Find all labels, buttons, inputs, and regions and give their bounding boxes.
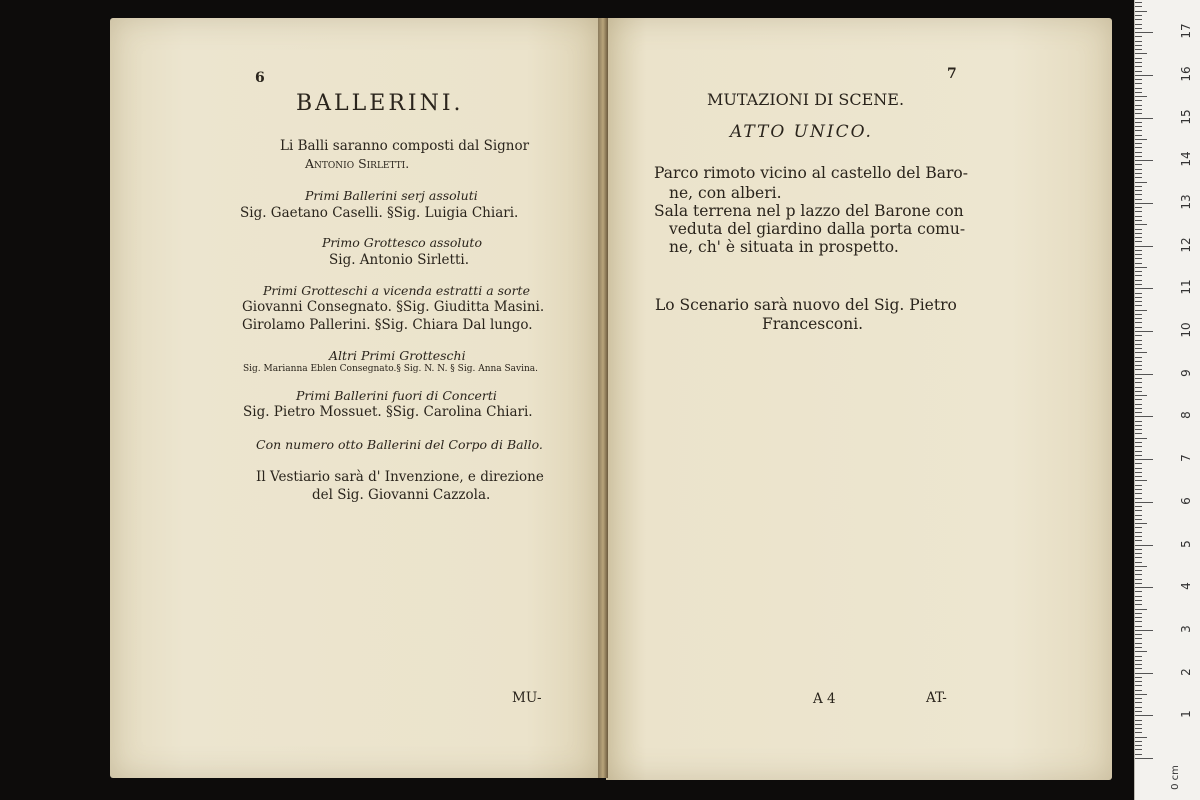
ruler-tick [1135,463,1142,464]
ruler-tick [1135,246,1153,247]
ruler-tick [1135,164,1142,165]
ruler-tick [1135,519,1142,520]
ruler-tick [1135,365,1142,366]
ruler-tick [1135,331,1153,332]
ruler-tick [1135,293,1142,294]
ruler-tick [1135,344,1142,345]
ruler-tick [1135,6,1142,7]
ruler-tick [1135,737,1147,738]
ruler-tick [1135,19,1142,20]
scene-2-line-1: Sala terrena nel p lazzo del Barone con [654,202,964,220]
ruler-label: 6 [1179,496,1193,505]
ruler-tick [1135,190,1142,191]
ruler-tick [1135,75,1153,76]
ruler-tick [1135,280,1142,281]
ruler-label: 1 [1179,710,1193,719]
ruler-tick [1135,421,1142,422]
ruler-tick [1135,745,1142,746]
ruler-tick [1135,369,1142,370]
ruler-tick [1135,587,1153,588]
ruler-tick [1135,11,1147,12]
ruler-tick [1135,348,1142,349]
ruler-tick [1135,643,1142,644]
scenario-line-1: Lo Scenario sarà nuovo del Sig. Pietro [655,296,957,314]
ruler-tick [1135,609,1147,610]
right-page-number: 7 [947,66,957,82]
ruler-tick [1135,301,1142,302]
section-3-title: Primi Grotteschi a vicenda estratti a sorte [263,283,530,298]
ruler-tick [1135,96,1147,97]
ruler-tick [1135,88,1142,89]
ruler-tick [1135,438,1147,439]
ruler-tick [1135,711,1142,712]
section-1-line: Sig. Gaetano Caselli. §Sig. Luigia Chiari. [240,205,519,221]
ruler-label: 16 [1179,66,1193,82]
ruler-tick [1135,45,1142,46]
ruler-tick [1135,545,1153,546]
ruler-label: 9 [1179,368,1193,377]
ruler-tick [1135,71,1142,72]
ruler-tick [1135,83,1142,84]
ruler-tick [1135,549,1142,550]
ruler-tick [1135,446,1142,447]
ruler-tick [1135,109,1142,110]
right-heading: MUTAZIONI DI SCENE. [707,90,905,109]
ruler-tick [1135,617,1142,618]
ruler-tick [1135,207,1142,208]
ruler-tick [1135,570,1142,571]
ruler-tick [1135,690,1142,691]
measurement-ruler [1134,0,1200,800]
ruler-tick [1135,540,1142,541]
ruler-tick [1135,79,1142,80]
ruler-tick [1135,468,1142,469]
ruler-tick [1135,2,1142,3]
ruler-tick [1135,53,1147,54]
ruler-tick [1135,258,1142,259]
ruler-label: 3 [1179,625,1193,633]
vestiario-line-2: del Sig. Giovanni Cazzola. [312,487,491,503]
ruler-tick [1135,536,1142,537]
ruler-tick [1135,182,1147,183]
ruler-tick [1135,135,1142,136]
ruler-tick [1135,105,1142,106]
ruler-tick [1135,660,1142,661]
ruler-tick [1135,122,1142,123]
ruler-tick [1135,673,1153,674]
ruler-tick [1135,36,1142,37]
left-heading: BALLERINI. [296,91,464,116]
ruler-tick [1135,412,1142,413]
ruler-tick [1135,455,1142,456]
ruler-tick [1135,685,1142,686]
ruler-tick [1135,425,1142,426]
section-3-line-1: Giovanni Consegnato. §Sig. Giuditta Masini. [242,299,545,315]
ruler-tick [1135,626,1142,627]
ruler-label: 10 [1179,322,1193,338]
ruler-tick [1135,229,1142,230]
ruler-tick [1135,233,1142,234]
ruler-tick [1135,741,1142,742]
left-catchword: MU- [512,690,542,706]
ruler-tick [1135,451,1142,452]
ruler-tick [1135,724,1142,725]
ruler-tick [1135,241,1142,242]
signature-mark: A 4 [813,691,836,707]
ruler-tick [1135,557,1142,558]
section-5-title: Primi Ballerini fuori di Concerti [296,388,497,403]
ruler-tick [1135,126,1142,127]
section-3-line-2: Girolamo Pallerini. §Sig. Chiara Dal lungo. [242,317,533,333]
scene-2-line-3: ne, ch' è situata in prospetto. [669,238,899,256]
ruler-tick [1135,532,1142,533]
ruler-tick [1135,694,1147,695]
section-5-line: Sig. Pietro Mossuet. §Sig. Carolina Chiari. [243,404,533,420]
ruler-tick [1135,147,1142,148]
ruler-tick [1135,275,1142,276]
ruler-tick [1135,327,1142,328]
ruler-tick [1135,263,1142,264]
ruler-tick [1135,220,1142,221]
ruler-tick [1135,416,1153,417]
ruler-tick [1135,523,1147,524]
ruler-tick [1135,562,1142,563]
ruler-tick [1135,596,1142,597]
ruler-tick [1135,707,1142,708]
ruler-tick [1135,583,1142,584]
ruler-tick [1135,472,1142,473]
ruler-tick [1135,480,1147,481]
ruler-tick [1135,754,1142,755]
ruler-tick [1135,634,1142,635]
ruler-tick [1135,250,1142,251]
book-gutter [598,18,608,778]
ruler-tick [1135,749,1142,750]
ruler-label: 5 [1179,539,1193,548]
ruler-tick [1135,621,1142,622]
scenario-line-2: Francesconi. [762,315,864,333]
right-catchword: AT- [926,690,947,706]
ruler-tick [1135,310,1147,311]
ruler-tick [1135,566,1147,567]
ruler-tick [1135,510,1142,511]
intro-line-2: Antonio Sirletti. [305,156,410,171]
ruler-tick [1135,638,1142,639]
scene-1-line-2: ne, con alberi. [669,184,782,202]
ruler-tick [1135,224,1147,225]
ruler-tick [1135,506,1142,507]
ruler-tick [1135,613,1142,614]
ruler-tick [1135,32,1153,33]
ruler-tick [1135,485,1142,486]
act-title: ATTO UNICO. [730,122,873,142]
ruler-tick [1135,668,1142,669]
ruler-tick [1135,591,1142,592]
ruler-tick [1135,378,1142,379]
ruler-tick [1135,728,1142,729]
ruler-tick [1135,677,1142,678]
ruler-label: 13 [1179,194,1193,210]
ruler-label: 17 [1179,23,1193,39]
ruler-tick [1135,173,1142,174]
scene-1-line-1: Parco rimoto vicino al castello del Baro- [654,164,968,182]
ruler-unit-label: 0 cm [1169,765,1181,790]
ruler-label: 2 [1179,667,1193,676]
ruler-tick [1135,604,1142,605]
ruler-tick [1135,404,1142,405]
ruler-tick [1135,489,1142,490]
ruler-tick [1135,41,1142,42]
ruler-tick [1135,357,1142,358]
ruler-tick [1135,113,1142,114]
ruler-tick [1135,515,1142,516]
section-4-title: Altri Primi Grotteschi [329,348,466,363]
ruler-tick [1135,335,1142,336]
ruler-tick [1135,720,1142,721]
ruler-tick [1135,574,1142,575]
ruler-tick [1135,28,1142,29]
section-2-line: Sig. Antonio Sirletti. [329,252,470,268]
ruler-tick [1135,156,1142,157]
ruler-tick [1135,288,1153,289]
ruler-tick [1135,476,1142,477]
ruler-tick [1135,284,1142,285]
ruler-tick [1135,399,1142,400]
ruler-tick [1135,527,1142,528]
ruler-tick [1135,314,1142,315]
ruler-tick [1135,433,1142,434]
ruler-tick [1135,15,1142,16]
ruler-tick [1135,169,1142,170]
ruler-tick [1135,186,1142,187]
ruler-tick [1135,395,1147,396]
ruler-tick [1135,732,1142,733]
ruler-tick [1135,152,1142,153]
left-page-number: 6 [255,70,265,86]
ruler-tick [1135,702,1142,703]
ruler-tick [1135,211,1142,212]
scene-2-line-2: veduta del giardino dalla porta comu- [669,220,966,238]
ruler-tick [1135,408,1142,409]
ruler-tick [1135,630,1153,631]
ruler-tick [1135,267,1147,268]
ruler-tick [1135,24,1142,25]
ruler-tick [1135,493,1142,494]
ruler-tick [1135,216,1142,217]
ruler-label: 15 [1179,108,1193,125]
ruler-tick [1135,715,1153,716]
ruler-tick [1135,160,1153,161]
ruler-tick [1135,553,1142,554]
ruler-tick [1135,92,1142,93]
ruler-tick [1135,681,1142,682]
ruler-tick [1135,305,1142,306]
ruler-tick [1135,177,1142,178]
section-2-title: Primo Grottesco assoluto [322,235,482,250]
ruler-tick [1135,698,1142,699]
ruler-label: 11 [1179,279,1193,295]
ruler-tick [1135,579,1142,580]
ruler-tick [1135,758,1153,759]
ruler-tick [1135,442,1142,443]
ruler-tick [1135,100,1142,101]
ruler-tick [1135,297,1142,298]
ruler-label: 7 [1179,454,1193,462]
ruler-tick [1135,361,1142,362]
ruler-tick [1135,340,1142,341]
ruler-tick [1135,62,1142,63]
ruler-tick [1135,58,1142,59]
ruler-label: 8 [1179,411,1193,420]
ruler-label: 4 [1179,582,1193,591]
ruler-tick [1135,459,1153,460]
ruler-tick [1135,49,1142,50]
ruler-tick [1135,237,1142,238]
ruler-tick [1135,318,1142,319]
ruler-tick [1135,322,1142,323]
vestiario-line-1: Il Vestiario sarà d' Invenzione, e direzione [256,469,544,485]
ruler-tick [1135,647,1142,648]
intro-line-1: Li Balli saranno composti dal Signor [280,138,530,154]
ruler-tick [1135,194,1142,195]
ruler-tick [1135,498,1142,499]
ruler-tick [1135,600,1142,601]
ruler-tick [1135,391,1142,392]
section-4-line: Sig. Marianna Eblen Consegnato.§ Sig. N. N. § Sig. Anna Savina. [243,364,539,374]
ruler-label: 14 [1179,151,1193,167]
corpo-di-ballo-line: Con numero otto Ballerini del Corpo di Ballo. [256,437,543,452]
ruler-tick [1135,502,1153,503]
ruler-tick [1135,656,1142,657]
ruler-tick [1135,130,1142,131]
ruler-tick [1135,203,1153,204]
ruler-tick [1135,651,1147,652]
ruler-tick [1135,139,1147,140]
ruler-tick [1135,118,1153,119]
ruler-tick [1135,352,1147,353]
ruler-tick [1135,199,1142,200]
section-1-title: Primi Ballerini serj assoluti [305,188,478,203]
ruler-tick [1135,429,1142,430]
ruler-tick [1135,387,1142,388]
ruler-tick [1135,143,1142,144]
ruler-tick [1135,382,1142,383]
ruler-tick [1135,271,1142,272]
ruler-tick [1135,374,1153,375]
ruler-tick [1135,664,1142,665]
ruler-label: 12 [1179,236,1193,253]
ruler-tick [1135,254,1142,255]
ruler-tick [1135,66,1142,67]
